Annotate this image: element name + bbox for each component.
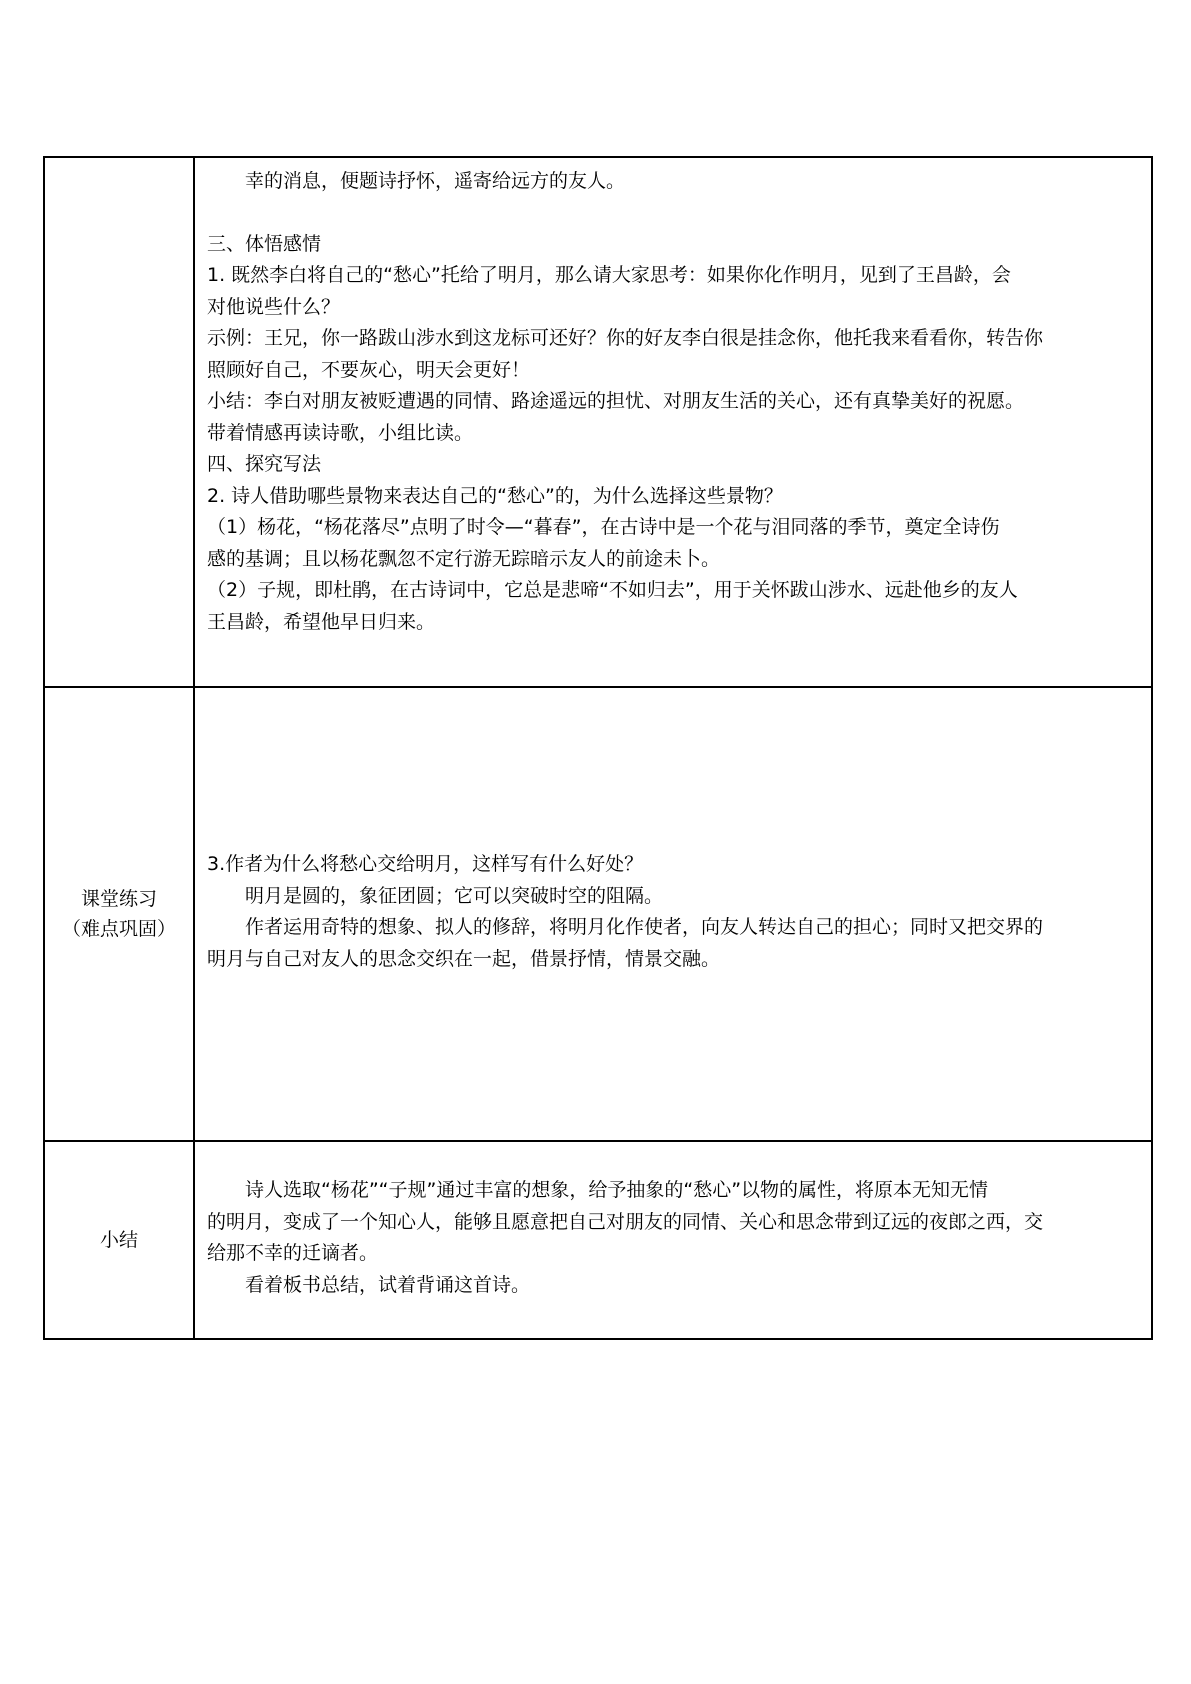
teaching-row-label (44, 157, 194, 687)
teaching-row-content (194, 157, 1152, 687)
answer-line: （1）杨花，“杨花落尽”点明了时令—“暮春”，在古诗中是一个花与泪同落的季节，奠定全诗伤 (207, 516, 1000, 538)
summary-row-content (194, 1141, 1152, 1339)
section-heading: 三、体悟感情 (207, 232, 322, 255)
practice-row-content (194, 687, 1152, 1141)
practice-row-label (44, 687, 194, 1141)
summary-row (44, 1141, 1152, 1339)
practice-row (44, 687, 1152, 1141)
section-heading: 四、探究写法 (207, 453, 322, 475)
example-line: 照顾好自己，不要灰心，明天会更好！ (207, 358, 531, 381)
answer-line: 王昌龄，希望他早日归来。 (207, 610, 436, 633)
blank-line (207, 198, 1145, 229)
answer-line: 感的基调；且以杨花飘忽不定行游无踪暗示友人的前途未卜。 (207, 547, 721, 570)
question-line: 1. 既然李白将自己的“愁心”托给了明月，那么请大家思考：如果你化作明月，见到了王昌龄，会 (207, 264, 1011, 286)
answer-line: 作者运用奇特的想象、拟人的修辞，将明月化作使者，向友人转达自己的担心；同时又把交界的 (245, 916, 1044, 938)
question-line: 2. 诗人借助哪些景物来表达自己的“愁心”的，为什么选择这些景物？ (207, 484, 783, 507)
teaching-process-row (44, 157, 1152, 687)
answer-line: （2）子规，即杜鹃，在古诗词中，它总是悲啼“不如归去”，用于关怀跋山涉水、远赴他乡的友人 (207, 579, 1018, 601)
answer-line: 明月与自己对友人的思念交织在一起，借景抒情，情景交融。 (207, 947, 721, 970)
summary-line: 看着板书总结，试着背诵这首诗。 (245, 1273, 531, 1296)
practice-body (207, 696, 1145, 975)
practice-label-sub: （难点巩固） (61, 918, 176, 940)
text-line: 带着情感再读诗歌，小组比读。 (207, 421, 474, 444)
text-line: 幸的消息，便题诗抒怀，遥寄给远方的友人。 (245, 170, 626, 192)
example-line: 示例：王兄，你一路跋山涉水到这龙标可还好？你的好友李白很是挂念你，他托我来看看你，转告你 (207, 327, 1044, 349)
practice-label-main: 课堂练习 (80, 888, 157, 910)
summary-line: 的明月，变成了一个知心人，能够且愿意把自己对朋友的同情、关心和思念带到辽远的夜郎之西，交 (207, 1210, 1044, 1233)
question-line: 对他说些什么？ (207, 295, 341, 318)
answer-line: 明月是圆的，象征团圆；它可以突破时空的阻隔。 (245, 884, 664, 907)
summary-row-label: 小结 (44, 1141, 194, 1339)
summary-line: 诗人选取“杨花”“子规”通过丰富的想象，给予抽象的“愁心”以物的属性，将原本无知无情 (245, 1179, 989, 1201)
summary-line: 给那不幸的迁谪者。 (207, 1242, 379, 1264)
summary-body (207, 1150, 1145, 1301)
question-line: 3.作者为什么将愁心交给明月，这样写有什么好处？ (207, 853, 644, 875)
lesson-plan-table (43, 156, 1153, 1340)
summary-line: 小结：李白对朋友被贬遭遇的同情、路途遥远的担忧、对朋友生活的关心，还有真挚美好的祝愿。 (207, 390, 1025, 412)
